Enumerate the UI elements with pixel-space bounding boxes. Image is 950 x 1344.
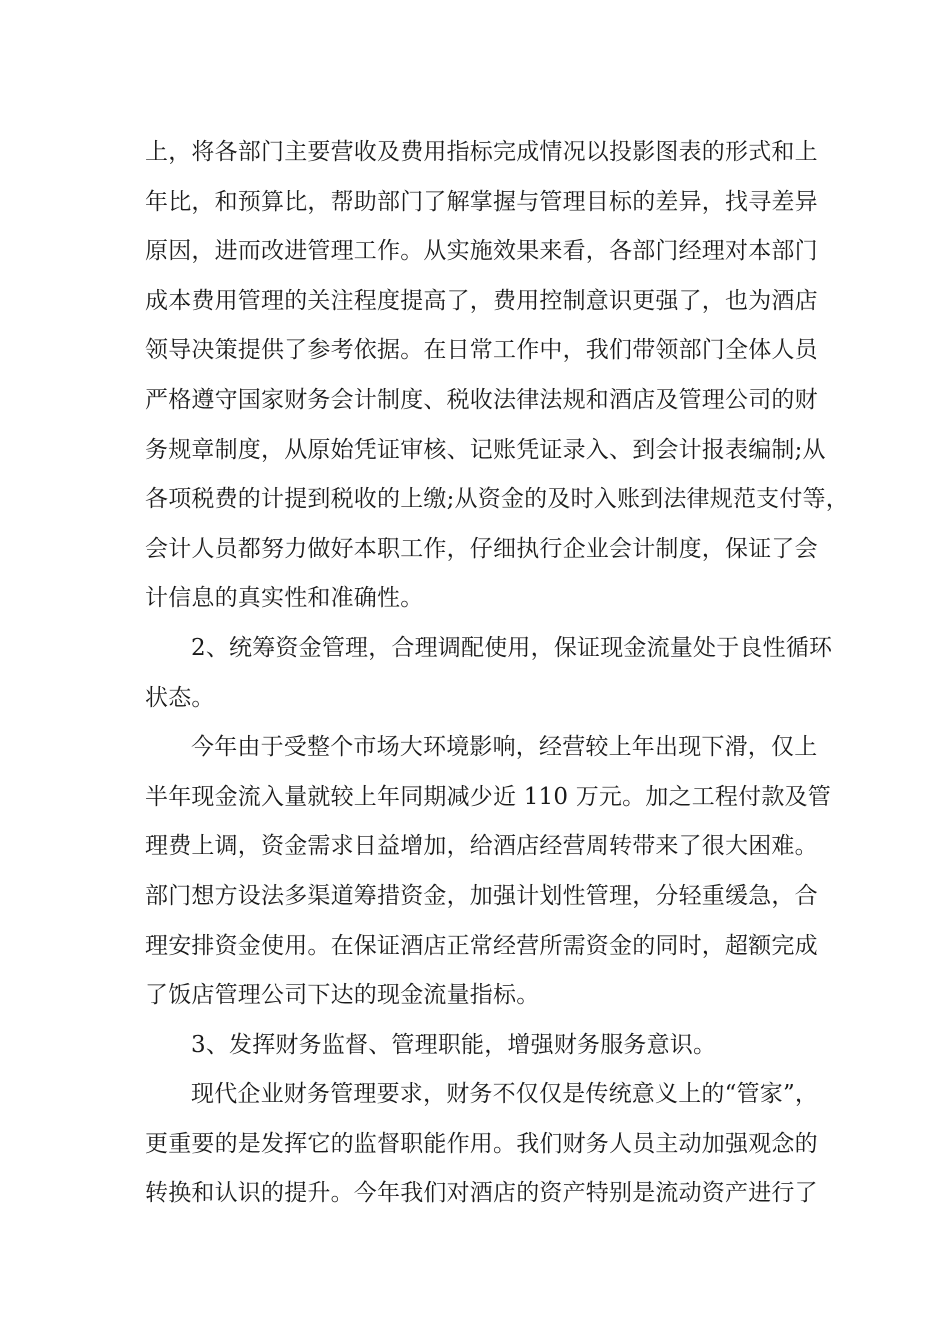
text-line: 3、发挥财务监督、管理职能，增强财务服务意识。 <box>191 1031 717 1058</box>
text-line: 今年由于受整个市场大环境影响，经营较上年出现下滑，仅上 <box>191 734 818 761</box>
document-body <box>145 128 849 1219</box>
text-line: 现代企业财务管理要求，财务不仅仅是传统意义上的“管家”， <box>191 1081 819 1108</box>
text-line: 成本费用管理的关注程度提高了，费用控制意识更强了，也为酒店 <box>145 287 818 314</box>
text-line: 理安排资金使用。在保证酒店正常经营所需资金的同时，超额完成 <box>145 932 818 959</box>
text-line: 2、统筹资金管理，合理调配使用，保证现金流量处于良性循环 <box>191 634 833 661</box>
text-line: 理费上调，资金需求日益增加，给酒店经营周转带来了很大困难。 <box>145 833 818 860</box>
text-line: 半年现金流入量就较上年同期减少近 110 万元。加之工程付款及管 <box>145 783 831 810</box>
text-line: 计信息的真实性和准确性。 <box>145 585 424 612</box>
text-line: 务规章制度，从原始凭证审核、记账凭证录入、到会计报表编制;从 <box>145 436 826 463</box>
text-line: 年比，和预算比，帮助部门了解掌握与管理目标的差异，找寻差异 <box>145 188 818 215</box>
text-line: 更重要的是发挥它的监督职能作用。我们财务人员主动加强观念的 <box>145 1130 818 1157</box>
text-line: 各项税费的计提到税收的上缴;从资金的及时入账到法律规范支付等， <box>145 486 849 513</box>
text-line: 会计人员都努力做好本职工作，仔细执行企业会计制度，保证了会 <box>145 535 818 562</box>
text-line: 严格遵守国家财务会计制度、税收法律法规和酒店及管理公司的财 <box>145 386 818 413</box>
text-line: 转换和认识的提升。今年我们对酒店的资产特别是流动资产进行了 <box>145 1180 818 1207</box>
text-line: 部门想方设法多渠道筹措资金，加强计划性管理，分轻重缓急，合 <box>145 882 818 909</box>
text-line: 上，将各部门主要营收及费用指标完成情况以投影图表的形式和上 <box>145 139 818 165</box>
text-line: 状态。 <box>145 684 215 711</box>
text-line: 领导决策提供了参考依据。在日常工作中，我们带领部门全体人员 <box>145 337 818 364</box>
text-line: 了饭店管理公司下达的现金流量指标。 <box>145 982 540 1009</box>
text-line: 原因，进而改进管理工作。从实施效果来看，各部门经理对本部门 <box>145 238 818 265</box>
